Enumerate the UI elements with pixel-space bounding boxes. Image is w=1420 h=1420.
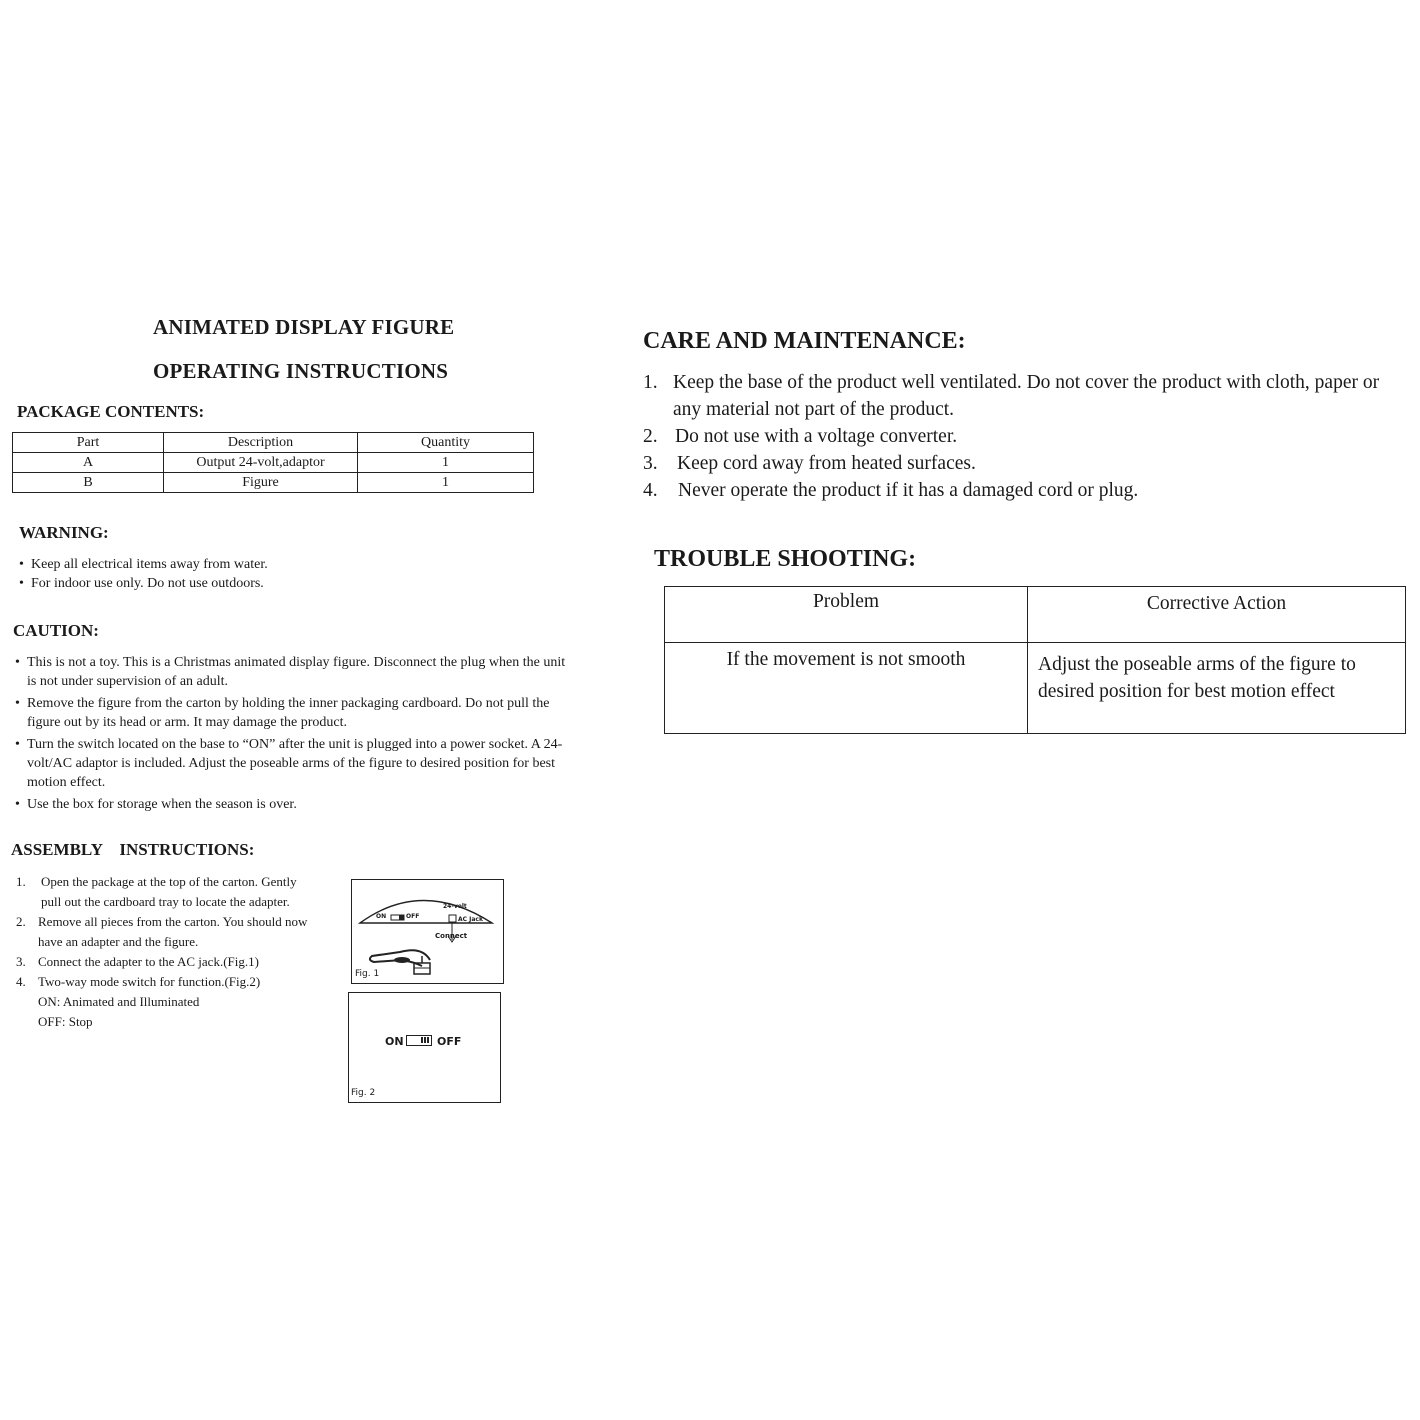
list-item-mode-off: OFF: Stop [38, 1014, 93, 1029]
fig1-connect-label: Connect [435, 932, 468, 940]
column-header-corrective-action: Corrective Action [1028, 587, 1406, 643]
list-item: • For indoor use only. Do not use outdoors. [19, 574, 559, 593]
figure-1-illustration [352, 880, 503, 983]
list-item: • Keep all electrical items away from water. [19, 555, 559, 574]
table-cell-description: Figure [164, 473, 358, 493]
list-item: • Use the box for storage when the season is over. [15, 795, 567, 814]
warning-list [19, 555, 559, 593]
care-list [643, 369, 1393, 504]
table-cell-corrective-action: Adjust the poseable arms of the figure to desired position for best motion effect [1028, 643, 1406, 734]
list-item: 1. Keep the base of the product well ventilated. Do not cover the product with cloth, paper or any material not part of the product. [643, 372, 1380, 420]
column-header-problem: Problem [665, 587, 1028, 643]
document-title: ANIMATED DISPLAY FIGURE [153, 315, 455, 339]
fig1-caption: Fig. 1 [355, 969, 380, 979]
table-row [13, 473, 534, 493]
trouble-heading: TROUBLE SHOOTING: [654, 546, 917, 572]
list-item-mode-on: ON: Animated and Illuminated [38, 994, 200, 1009]
list-item: 3. Connect the adapter to the AC jack.(Fig.1) [16, 954, 259, 969]
table-row [13, 453, 534, 473]
table-cell-part: B [13, 473, 164, 493]
caution-list [15, 653, 567, 814]
fig1-volt-label: 24-volt [443, 903, 467, 910]
fig1-on-label: ON [376, 913, 387, 920]
list-item: 2. Remove all pieces from the carton. You should now have an adapter and the figure. [16, 914, 308, 949]
assembly-list [16, 872, 316, 1032]
column-header-part: Part [13, 433, 164, 453]
fig1-jack-label: AC Jack [458, 916, 483, 923]
assembly-heading: ASSEMBLY INSTRUCTIONS: [11, 840, 255, 859]
list-item: 4. Never operate the product if it has a damaged cord or plug. [643, 480, 1139, 501]
package-contents-heading: PACKAGE CONTENTS: [17, 402, 205, 421]
list-item: • This is not a toy. This is a Christmas animated display figure. Disconnect the plug when the unit is not under supervision of an adult. [15, 653, 567, 691]
caution-heading: CAUTION: [13, 621, 99, 640]
switch-icon [406, 1035, 432, 1046]
table-cell-quantity: 1 [358, 453, 534, 473]
table-header-row [665, 587, 1406, 643]
trouble-shooting-table [664, 586, 1406, 734]
figure-1-ac-jack-diagram [351, 879, 504, 984]
fig2-caption: Fig. 2 [351, 1088, 376, 1098]
list-item: • Turn the switch located on the base to “ON” after the unit is plugged into a power socket. A 24-volt/AC adaptor is included. Adjust the poseable arms of the figure to desired position for best motion effect. [15, 735, 567, 792]
list-item: 1. Open the package at the top of the carton. Gently pull out the cardboard tray to locate the adapter. [16, 874, 297, 909]
warning-heading: WARNING: [19, 523, 109, 542]
document-subtitle: OPERATING INSTRUCTIONS [153, 359, 449, 383]
fig2-on-label: ON [385, 1035, 404, 1048]
figure-2-switch-diagram [348, 992, 501, 1103]
list-item: • Remove the figure from the carton by holding the inner packaging cardboard. Do not pull the figure out by its head or arm. It may damage the product. [15, 694, 567, 732]
column-header-description: Description [164, 433, 358, 453]
table-cell-quantity: 1 [358, 473, 534, 493]
list-item: 2. Do not use with a voltage converter. [643, 426, 958, 447]
table-cell-problem: If the movement is not smooth [665, 643, 1028, 734]
column-header-quantity: Quantity [358, 433, 534, 453]
table-cell-part: A [13, 453, 164, 473]
list-item: 4. Two-way mode switch for function.(Fig.2) [16, 974, 261, 989]
package-contents-table [12, 432, 534, 493]
fig1-off-label: OFF [406, 913, 420, 920]
list-item: 3. Keep cord away from heated surfaces. [643, 453, 976, 474]
table-row [665, 643, 1406, 734]
table-cell-description: Output 24-volt,adaptor [164, 453, 358, 473]
fig2-off-label: OFF [437, 1035, 462, 1048]
table-header-row [13, 433, 534, 453]
care-heading: CARE AND MAINTENANCE: [643, 328, 966, 354]
